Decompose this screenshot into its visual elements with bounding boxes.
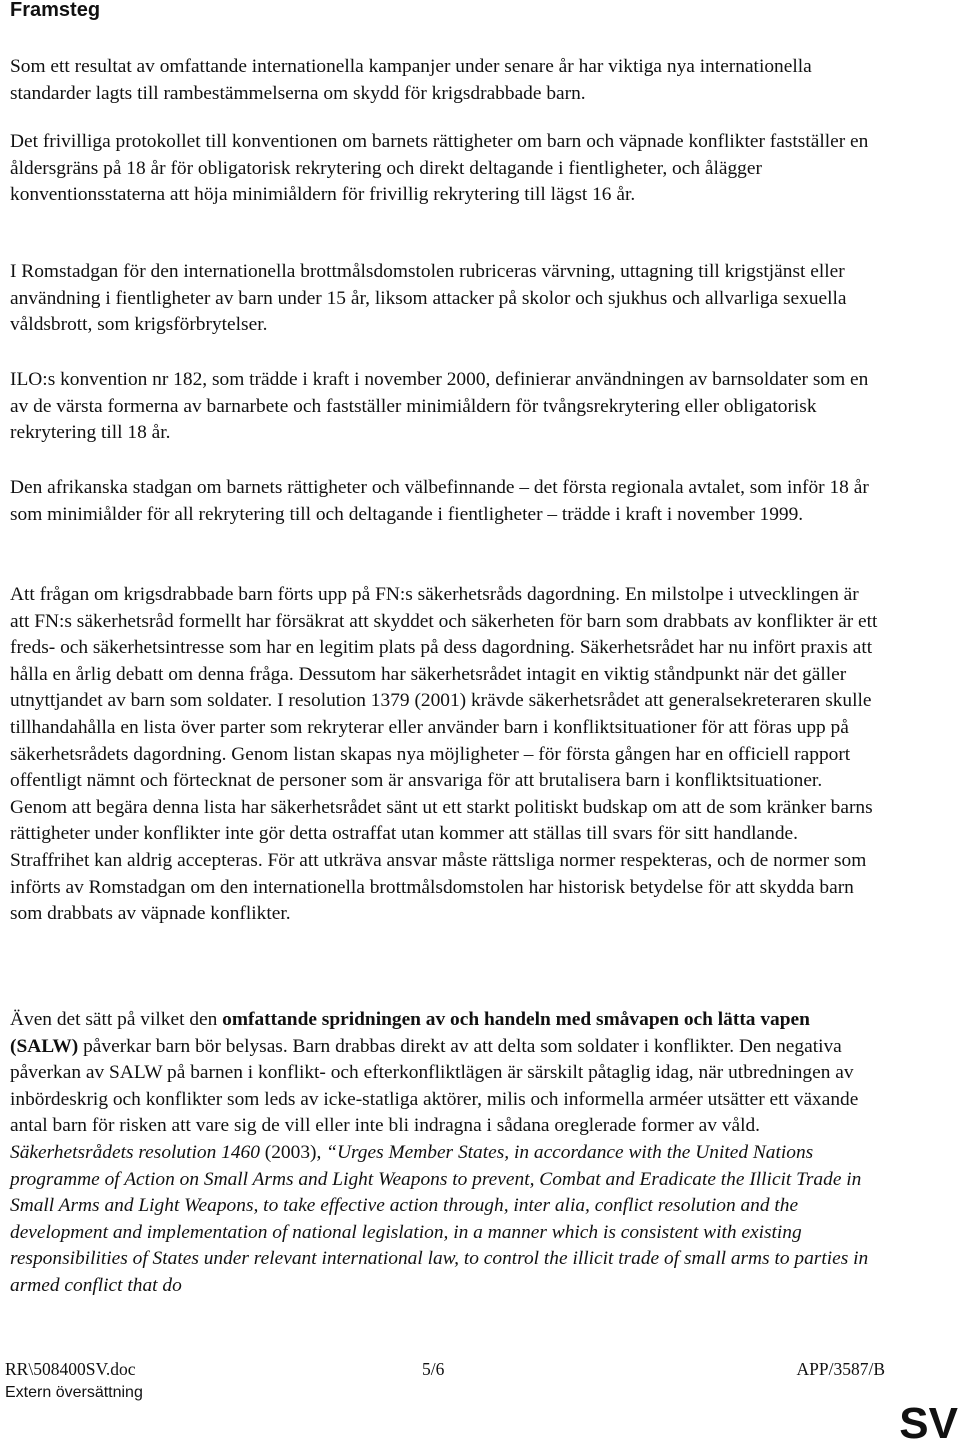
paragraph-7-resolution-name: Säkerhetsrådets resolution 1460 (10, 1141, 260, 1163)
footer-translation-note: Extern översättning (5, 1384, 143, 1401)
paragraph-7 (10, 1007, 882, 1300)
paragraph-7-body: påverkar barn bör belysas. Barn drabbas direkt av att delta som soldater i konflikter. Den negativa påverkan av SALW på barnen i konflikt- och efterkonfliktlägen är särskilt påtaglig idag, när utbredningen av inbördeskrig och konflikter som leds av icke-statliga aktörer, milis och informella arméer utsätter ett växande antal barn för risken att vare sig de vill eller inte bli indragna i sådana oreglerade former av våld. (10, 1035, 859, 1137)
paragraph-1: Som ett resultat av omfattande internationella kampanjer under senare år har viktiga nya internationella standarder lagts till rambestämmelserna om skydd för krigsdrabbade barn. (10, 56, 812, 104)
paragraph-7-bold-term: omfattande spridningen av och handeln med småvapen och lätta vapen (SALW) (10, 1009, 810, 1057)
footer-doc-ref: RR\508400SV.doc (5, 1359, 136, 1379)
footer-doc-code: APP/3587/B (796, 1359, 885, 1379)
paragraph-5: Den afrikanska stadgan om barnets rättigheter och välbefinnande – det första regionala avtalet, som inför 18 år som minimiålder för all rekrytering till och deltagande i fientligheter – trädde i kraft i november 1999. (10, 477, 869, 525)
paragraph-7-year: (2003), (259, 1141, 327, 1163)
paragraph-3: I Romstadgan för den internationella brottmålsdomstolen rubriceras värvning, uttagning till krigstjänst eller användning i fientligheter av barn under 15 år, liksom attacker på skolor och sjukhus och allvarliga sexuella våldsbrott, som krigsförbrytelser. (10, 261, 847, 336)
paragraph-7-quote: “Urges Member States, in accordance with the United Nations programme of Action on Small Arms and Light Weapons to prevent, Combat and Eradicate the Illicit Trade in Small Arms and Light Weapons, to take effective action through, inter alia, conflict resolution and the development and implementation of national legislation, in a manner which is consistent with existing responsibilities of States under relevant international law, to control the illicit trade of small arms to parties in armed conflict that do (10, 1141, 869, 1296)
paragraph-2: Det frivilliga protokollet till konventionen om barnets rättigheter om barn och väpnade konflikter fastställer en åldersgräns på 18 år för obligatorisk rekrytering och direkt deltagande i fientligheter, och ålägger konventionsstaterna att höja minimiåldern för frivillig rekrytering till lägst 16 år. (10, 131, 869, 206)
language-code: SV (899, 1399, 958, 1448)
footer-page-number: 5/6 (422, 1359, 445, 1379)
paragraph-6: Att frågan om krigsdrabbade barn förts upp på FN:s säkerhetsråds dagordning. En milstolpe i utvecklingen är att FN:s säkerhetsråd formellt har försäkrat att skyddet och säkerheten för barn som drabbats av konflikter är ett freds- och säkerhetsintresse som har en legitim plats på dess dagordning. Säkerhetsrådet har nu infört praxis att hålla en årlig debatt om denna fråga. Dessutom har säkerhetsrådet intagit en viktig ståndpunkt när det gäller utnyttjandet av barn som soldater. I resolution 1379 (2001) krävde säkerhetsrådet att generalsekreteraren skulle tillhandahålla en lista över parter som rekryterar eller använder barn i konfliktsituationer för att föras upp på säkerhetsrådets dagordning. Genom listan skapas nya möjligheter – för första gången har en officiell rapport offentligt nämnt och förtecknat de personer som är ansvariga för att brutalisera barn i konfliktsituationer. Genom att begära denna lista har säkerhetsrådet sänt ut ett starkt politiskt budskap om att de som kränker barns rättigheter under konflikter inte gör detta ostraffat utan kommer att ställas till svars för sitt handlande. Straffrihet kan aldrig accepteras. För att utkräva ansvar måste rättsliga normer respekteras, och de normer som införts av Romstadgan om den internationella brottmålsdomstolen har historisk betydelse för att skydda barn som drabbats av väpnade konflikter. (10, 584, 878, 925)
paragraph-7-intro: Även det sätt på vilket den (10, 1009, 223, 1030)
section-heading: Framsteg (10, 0, 101, 21)
paragraph-4: ILO:s konvention nr 182, som trädde i kraft i november 2000, definierar användningen av barnsoldater som en av de värsta formerna av barnarbete och fastställer minimiåldern för tvångsrekrytering eller obligatorisk rekrytering till 18 år. (10, 369, 869, 444)
